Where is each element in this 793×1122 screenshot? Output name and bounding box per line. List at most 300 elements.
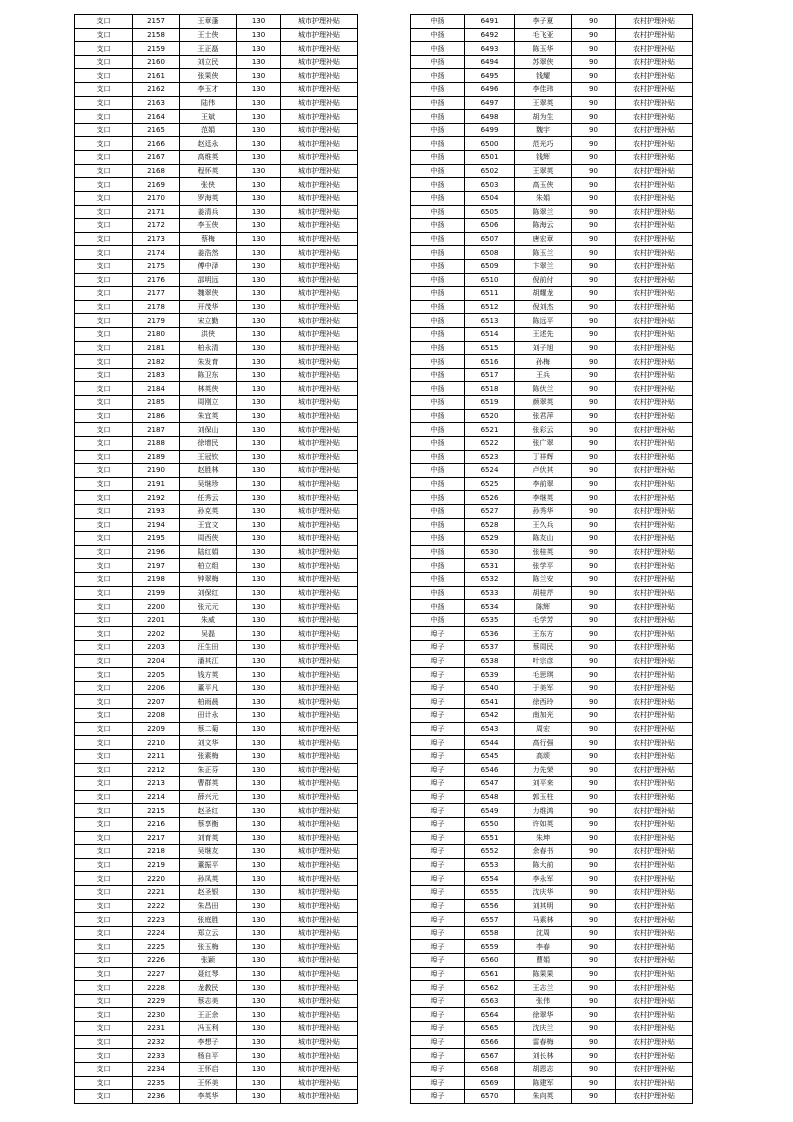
category-cell: 城市护理补贴 bbox=[281, 450, 358, 464]
serial-cell: 2226 bbox=[133, 954, 180, 968]
name-cell: 王东方 bbox=[515, 627, 572, 641]
serial-cell: 6551 bbox=[465, 831, 515, 845]
table-row bbox=[411, 232, 693, 246]
serial-cell: 6522 bbox=[465, 436, 515, 450]
town-cell: 支口 bbox=[75, 328, 133, 342]
table-row bbox=[411, 681, 693, 695]
name-cell: 王述先 bbox=[515, 328, 572, 342]
name-cell: 高行强 bbox=[515, 736, 572, 750]
name-cell: 李英华 bbox=[180, 1090, 237, 1104]
town-cell: 支口 bbox=[75, 164, 133, 178]
table-row bbox=[75, 1008, 358, 1022]
town-cell: 支口 bbox=[75, 491, 133, 505]
amount-cell: 130 bbox=[237, 627, 281, 641]
name-cell: 朱正芬 bbox=[180, 763, 237, 777]
name-cell: 龙教民 bbox=[180, 981, 237, 995]
category-cell: 城市护理补贴 bbox=[281, 532, 358, 546]
category-cell: 城市护理补贴 bbox=[281, 817, 358, 831]
category-cell: 城市护理补贴 bbox=[281, 355, 358, 369]
category-cell: 城市护理补贴 bbox=[281, 464, 358, 478]
table-row bbox=[75, 600, 358, 614]
amount-cell: 90 bbox=[572, 913, 616, 927]
category-cell: 城市护理补贴 bbox=[281, 926, 358, 940]
table-row bbox=[75, 1090, 358, 1104]
name-cell: 叶宗彦 bbox=[515, 654, 572, 668]
town-cell: 支口 bbox=[75, 994, 133, 1008]
town-cell: 中扬 bbox=[411, 83, 465, 97]
serial-cell: 2214 bbox=[133, 790, 180, 804]
town-cell: 中扬 bbox=[411, 409, 465, 423]
town-cell: 支口 bbox=[75, 96, 133, 110]
amount-cell: 130 bbox=[237, 1008, 281, 1022]
serial-cell: 2216 bbox=[133, 817, 180, 831]
amount-cell: 130 bbox=[237, 572, 281, 586]
table-row bbox=[411, 464, 693, 478]
town-cell: 埠子 bbox=[411, 641, 465, 655]
name-cell: 薛兴元 bbox=[180, 790, 237, 804]
category-cell: 城市护理补贴 bbox=[281, 1035, 358, 1049]
serial-cell: 2183 bbox=[133, 368, 180, 382]
table-row bbox=[75, 464, 358, 478]
category-cell: 农村护理补贴 bbox=[616, 777, 693, 791]
town-cell: 支口 bbox=[75, 464, 133, 478]
serial-cell: 2209 bbox=[133, 722, 180, 736]
serial-cell: 2225 bbox=[133, 940, 180, 954]
name-cell: 开茂华 bbox=[180, 300, 237, 314]
category-cell: 城市护理补贴 bbox=[281, 69, 358, 83]
category-cell: 农村护理补贴 bbox=[616, 641, 693, 655]
town-cell: 埠子 bbox=[411, 913, 465, 927]
right-table bbox=[410, 14, 693, 1104]
name-cell: 孙秀华 bbox=[515, 504, 572, 518]
serial-cell: 6538 bbox=[465, 654, 515, 668]
name-cell: 张元元 bbox=[180, 600, 237, 614]
category-cell: 农村护理补贴 bbox=[616, 450, 693, 464]
amount-cell: 90 bbox=[572, 790, 616, 804]
category-cell: 农村护理补贴 bbox=[616, 559, 693, 573]
serial-cell: 2159 bbox=[133, 42, 180, 56]
amount-cell: 90 bbox=[572, 191, 616, 205]
amount-cell: 90 bbox=[572, 695, 616, 709]
name-cell: 赵圣红 bbox=[180, 804, 237, 818]
category-cell: 农村护理补贴 bbox=[616, 314, 693, 328]
category-cell: 农村护理补贴 bbox=[616, 137, 693, 151]
serial-cell: 6515 bbox=[465, 341, 515, 355]
category-cell: 农村护理补贴 bbox=[616, 572, 693, 586]
category-cell: 城市护理补贴 bbox=[281, 886, 358, 900]
town-cell: 支口 bbox=[75, 219, 133, 233]
category-cell: 农村护理补贴 bbox=[616, 763, 693, 777]
amount-cell: 90 bbox=[572, 300, 616, 314]
table-row bbox=[75, 763, 358, 777]
town-cell: 支口 bbox=[75, 1008, 133, 1022]
amount-cell: 90 bbox=[572, 504, 616, 518]
name-cell: 洪侠 bbox=[180, 328, 237, 342]
town-cell: 支口 bbox=[75, 396, 133, 410]
amount-cell: 130 bbox=[237, 1062, 281, 1076]
serial-cell: 2191 bbox=[133, 477, 180, 491]
amount-cell: 90 bbox=[572, 55, 616, 69]
table-row bbox=[411, 1008, 693, 1022]
category-cell: 农村护理补贴 bbox=[616, 872, 693, 886]
serial-cell: 6569 bbox=[465, 1076, 515, 1090]
amount-cell: 130 bbox=[237, 164, 281, 178]
serial-cell: 6559 bbox=[465, 940, 515, 954]
table-row bbox=[411, 15, 693, 29]
category-cell: 农村护理补贴 bbox=[616, 899, 693, 913]
amount-cell: 130 bbox=[237, 763, 281, 777]
name-cell: 丁祥辉 bbox=[515, 450, 572, 464]
amount-cell: 90 bbox=[572, 423, 616, 437]
town-cell: 中扬 bbox=[411, 314, 465, 328]
serial-cell: 2170 bbox=[133, 191, 180, 205]
town-cell: 中扬 bbox=[411, 273, 465, 287]
name-cell: 胡耀龙 bbox=[515, 287, 572, 301]
name-cell: 范娟 bbox=[180, 123, 237, 137]
name-cell: 王章蓬 bbox=[180, 15, 237, 29]
category-cell: 农村护理补贴 bbox=[616, 151, 693, 165]
name-cell: 毛思琪 bbox=[515, 668, 572, 682]
category-cell: 城市护理补贴 bbox=[281, 191, 358, 205]
name-cell: 高玉侠 bbox=[515, 178, 572, 192]
town-cell: 支口 bbox=[75, 69, 133, 83]
table-row bbox=[411, 328, 693, 342]
town-cell: 支口 bbox=[75, 232, 133, 246]
amount-cell: 130 bbox=[237, 191, 281, 205]
amount-cell: 90 bbox=[572, 532, 616, 546]
amount-cell: 90 bbox=[572, 763, 616, 777]
table-row bbox=[75, 164, 358, 178]
town-cell: 支口 bbox=[75, 450, 133, 464]
amount-cell: 90 bbox=[572, 613, 616, 627]
town-cell: 埠子 bbox=[411, 954, 465, 968]
category-cell: 农村护理补贴 bbox=[616, 1008, 693, 1022]
name-cell: 姜浩然 bbox=[180, 246, 237, 260]
category-cell: 农村护理补贴 bbox=[616, 42, 693, 56]
table-row bbox=[75, 450, 358, 464]
amount-cell: 130 bbox=[237, 110, 281, 124]
serial-cell: 2158 bbox=[133, 28, 180, 42]
category-cell: 农村护理补贴 bbox=[616, 1049, 693, 1063]
table-row bbox=[411, 872, 693, 886]
serial-cell: 2185 bbox=[133, 396, 180, 410]
town-cell: 支口 bbox=[75, 137, 133, 151]
name-cell: 张彩云 bbox=[515, 423, 572, 437]
town-cell: 支口 bbox=[75, 817, 133, 831]
amount-cell: 130 bbox=[237, 559, 281, 573]
category-cell: 农村护理补贴 bbox=[616, 300, 693, 314]
amount-cell: 130 bbox=[237, 355, 281, 369]
name-cell: 钱方英 bbox=[180, 668, 237, 682]
amount-cell: 90 bbox=[572, 899, 616, 913]
town-cell: 中扬 bbox=[411, 600, 465, 614]
town-cell: 中扬 bbox=[411, 259, 465, 273]
amount-cell: 90 bbox=[572, 69, 616, 83]
table-row bbox=[411, 69, 693, 83]
serial-cell: 2174 bbox=[133, 246, 180, 260]
town-cell: 支口 bbox=[75, 926, 133, 940]
name-cell: 倪刘杰 bbox=[515, 300, 572, 314]
category-cell: 农村护理补贴 bbox=[616, 396, 693, 410]
town-cell: 中扬 bbox=[411, 15, 465, 29]
table-row bbox=[75, 722, 358, 736]
category-cell: 城市护理补贴 bbox=[281, 627, 358, 641]
category-cell: 城市护理补贴 bbox=[281, 967, 358, 981]
amount-cell: 130 bbox=[237, 817, 281, 831]
amount-cell: 130 bbox=[237, 246, 281, 260]
amount-cell: 130 bbox=[237, 586, 281, 600]
name-cell: 徐增民 bbox=[180, 436, 237, 450]
name-cell: 王怀美 bbox=[180, 1076, 237, 1090]
amount-cell: 90 bbox=[572, 178, 616, 192]
town-cell: 埠子 bbox=[411, 926, 465, 940]
table-row bbox=[75, 328, 358, 342]
category-cell: 城市护理补贴 bbox=[281, 899, 358, 913]
serial-cell: 2236 bbox=[133, 1090, 180, 1104]
amount-cell: 130 bbox=[237, 899, 281, 913]
town-cell: 中扬 bbox=[411, 205, 465, 219]
name-cell: 董平凡 bbox=[180, 681, 237, 695]
serial-cell: 6534 bbox=[465, 600, 515, 614]
serial-cell: 2215 bbox=[133, 804, 180, 818]
serial-cell: 6535 bbox=[465, 613, 515, 627]
serial-cell: 6529 bbox=[465, 532, 515, 546]
amount-cell: 90 bbox=[572, 137, 616, 151]
serial-cell: 6553 bbox=[465, 858, 515, 872]
table-row bbox=[411, 137, 693, 151]
amount-cell: 90 bbox=[572, 96, 616, 110]
amount-cell: 90 bbox=[572, 42, 616, 56]
serial-cell: 2161 bbox=[133, 69, 180, 83]
name-cell: 南加光 bbox=[515, 709, 572, 723]
serial-cell: 2227 bbox=[133, 967, 180, 981]
name-cell: 孙凤英 bbox=[180, 872, 237, 886]
amount-cell: 90 bbox=[572, 1008, 616, 1022]
category-cell: 城市护理补贴 bbox=[281, 858, 358, 872]
serial-cell: 2219 bbox=[133, 858, 180, 872]
table-row bbox=[75, 123, 358, 137]
category-cell: 农村护理补贴 bbox=[616, 1022, 693, 1036]
name-cell: 朱威 bbox=[180, 613, 237, 627]
serial-cell: 2193 bbox=[133, 504, 180, 518]
amount-cell: 90 bbox=[572, 450, 616, 464]
name-cell: 李继英 bbox=[515, 491, 572, 505]
table-row bbox=[75, 96, 358, 110]
amount-cell: 90 bbox=[572, 872, 616, 886]
table-row bbox=[75, 967, 358, 981]
name-cell: 颜翠英 bbox=[515, 396, 572, 410]
name-cell: 吴继友 bbox=[180, 845, 237, 859]
serial-cell: 6513 bbox=[465, 314, 515, 328]
amount-cell: 130 bbox=[237, 491, 281, 505]
amount-cell: 130 bbox=[237, 151, 281, 165]
amount-cell: 90 bbox=[572, 368, 616, 382]
amount-cell: 130 bbox=[237, 328, 281, 342]
amount-cell: 130 bbox=[237, 83, 281, 97]
serial-cell: 6512 bbox=[465, 300, 515, 314]
town-cell: 中扬 bbox=[411, 69, 465, 83]
category-cell: 农村护理补贴 bbox=[616, 178, 693, 192]
table-row bbox=[411, 899, 693, 913]
amount-cell: 130 bbox=[237, 736, 281, 750]
amount-cell: 90 bbox=[572, 545, 616, 559]
serial-cell: 6567 bbox=[465, 1049, 515, 1063]
name-cell: 王久兵 bbox=[515, 518, 572, 532]
serial-cell: 2192 bbox=[133, 491, 180, 505]
serial-cell: 6540 bbox=[465, 681, 515, 695]
town-cell: 支口 bbox=[75, 368, 133, 382]
category-cell: 农村护理补贴 bbox=[616, 886, 693, 900]
amount-cell: 130 bbox=[237, 1035, 281, 1049]
serial-cell: 6509 bbox=[465, 259, 515, 273]
name-cell: 毛学芳 bbox=[515, 613, 572, 627]
town-cell: 支口 bbox=[75, 151, 133, 165]
name-cell: 高颂 bbox=[515, 749, 572, 763]
category-cell: 农村护理补贴 bbox=[616, 477, 693, 491]
name-cell: 王正余 bbox=[180, 1008, 237, 1022]
town-cell: 支口 bbox=[75, 790, 133, 804]
name-cell: 王斌 bbox=[180, 110, 237, 124]
amount-cell: 90 bbox=[572, 940, 616, 954]
name-cell: 程怀英 bbox=[180, 164, 237, 178]
serial-cell: 6560 bbox=[465, 954, 515, 968]
town-cell: 中扬 bbox=[411, 545, 465, 559]
amount-cell: 90 bbox=[572, 232, 616, 246]
name-cell: 唐宏章 bbox=[515, 232, 572, 246]
category-cell: 城市护理补贴 bbox=[281, 382, 358, 396]
table-row bbox=[75, 872, 358, 886]
name-cell: 胡桂芹 bbox=[515, 586, 572, 600]
amount-cell: 90 bbox=[572, 205, 616, 219]
amount-cell: 130 bbox=[237, 382, 281, 396]
serial-cell: 6527 bbox=[465, 504, 515, 518]
name-cell: 陈翠兰 bbox=[515, 205, 572, 219]
amount-cell: 130 bbox=[237, 600, 281, 614]
name-cell: 高维英 bbox=[180, 151, 237, 165]
name-cell: 姜清兵 bbox=[180, 205, 237, 219]
serial-cell: 2190 bbox=[133, 464, 180, 478]
amount-cell: 130 bbox=[237, 1076, 281, 1090]
name-cell: 马素林 bbox=[515, 913, 572, 927]
amount-cell: 90 bbox=[572, 994, 616, 1008]
table-row bbox=[411, 300, 693, 314]
table-row bbox=[75, 613, 358, 627]
amount-cell: 90 bbox=[572, 559, 616, 573]
name-cell: 刘子旭 bbox=[515, 341, 572, 355]
table-row bbox=[411, 654, 693, 668]
category-cell: 农村护理补贴 bbox=[616, 28, 693, 42]
amount-cell: 90 bbox=[572, 722, 616, 736]
name-cell: 魏翠侠 bbox=[180, 287, 237, 301]
serial-cell: 6494 bbox=[465, 55, 515, 69]
category-cell: 城市护理补贴 bbox=[281, 96, 358, 110]
town-cell: 中扬 bbox=[411, 518, 465, 532]
serial-cell: 6563 bbox=[465, 994, 515, 1008]
amount-cell: 90 bbox=[572, 164, 616, 178]
name-cell: 柏永清 bbox=[180, 341, 237, 355]
town-cell: 支口 bbox=[75, 287, 133, 301]
serial-cell: 2206 bbox=[133, 681, 180, 695]
table-row bbox=[411, 586, 693, 600]
amount-cell: 90 bbox=[572, 491, 616, 505]
serial-cell: 2202 bbox=[133, 627, 180, 641]
table-row bbox=[75, 477, 358, 491]
category-cell: 农村护理补贴 bbox=[616, 1090, 693, 1104]
serial-cell: 6550 bbox=[465, 817, 515, 831]
name-cell: 董振平 bbox=[180, 858, 237, 872]
amount-cell: 90 bbox=[572, 328, 616, 342]
table-row bbox=[411, 450, 693, 464]
town-cell: 中扬 bbox=[411, 28, 465, 42]
table-row bbox=[75, 409, 358, 423]
town-cell: 中扬 bbox=[411, 572, 465, 586]
amount-cell: 130 bbox=[237, 954, 281, 968]
table-row bbox=[411, 777, 693, 791]
serial-cell: 6555 bbox=[465, 886, 515, 900]
table-row bbox=[75, 777, 358, 791]
town-cell: 支口 bbox=[75, 804, 133, 818]
category-cell: 城市护理补贴 bbox=[281, 205, 358, 219]
table-row bbox=[411, 396, 693, 410]
serial-cell: 6519 bbox=[465, 396, 515, 410]
category-cell: 城市护理补贴 bbox=[281, 232, 358, 246]
category-cell: 城市护理补贴 bbox=[281, 42, 358, 56]
table-row bbox=[411, 191, 693, 205]
table-row bbox=[75, 69, 358, 83]
category-cell: 农村护理补贴 bbox=[616, 532, 693, 546]
table-row bbox=[75, 246, 358, 260]
table-row bbox=[411, 287, 693, 301]
town-cell: 支口 bbox=[75, 858, 133, 872]
table-row bbox=[411, 96, 693, 110]
town-cell: 支口 bbox=[75, 42, 133, 56]
serial-cell: 2186 bbox=[133, 409, 180, 423]
serial-cell: 2224 bbox=[133, 926, 180, 940]
town-cell: 支口 bbox=[75, 559, 133, 573]
category-cell: 农村护理补贴 bbox=[616, 328, 693, 342]
town-cell: 支口 bbox=[75, 518, 133, 532]
town-cell: 支口 bbox=[75, 681, 133, 695]
name-cell: 刘立民 bbox=[180, 55, 237, 69]
table-row bbox=[411, 736, 693, 750]
table-row bbox=[411, 368, 693, 382]
amount-cell: 130 bbox=[237, 1049, 281, 1063]
town-cell: 埠子 bbox=[411, 1008, 465, 1022]
serial-cell: 2197 bbox=[133, 559, 180, 573]
serial-cell: 2195 bbox=[133, 532, 180, 546]
table-row bbox=[75, 151, 358, 165]
name-cell: 陈友山 bbox=[515, 532, 572, 546]
name-cell: 朱坤 bbox=[515, 831, 572, 845]
category-cell: 农村护理补贴 bbox=[616, 436, 693, 450]
category-cell: 城市护理补贴 bbox=[281, 151, 358, 165]
serial-cell: 2180 bbox=[133, 328, 180, 342]
name-cell: 张侠 bbox=[180, 178, 237, 192]
category-cell: 农村护理补贴 bbox=[616, 83, 693, 97]
amount-cell: 90 bbox=[572, 259, 616, 273]
town-cell: 中扬 bbox=[411, 191, 465, 205]
category-cell: 农村护理补贴 bbox=[616, 845, 693, 859]
serial-cell: 2205 bbox=[133, 668, 180, 682]
table-row bbox=[75, 886, 358, 900]
table-row bbox=[75, 1076, 358, 1090]
amount-cell: 90 bbox=[572, 654, 616, 668]
serial-cell: 2173 bbox=[133, 232, 180, 246]
serial-cell: 6531 bbox=[465, 559, 515, 573]
amount-cell: 130 bbox=[237, 259, 281, 273]
name-cell: 吴磊 bbox=[180, 627, 237, 641]
table-row bbox=[75, 572, 358, 586]
